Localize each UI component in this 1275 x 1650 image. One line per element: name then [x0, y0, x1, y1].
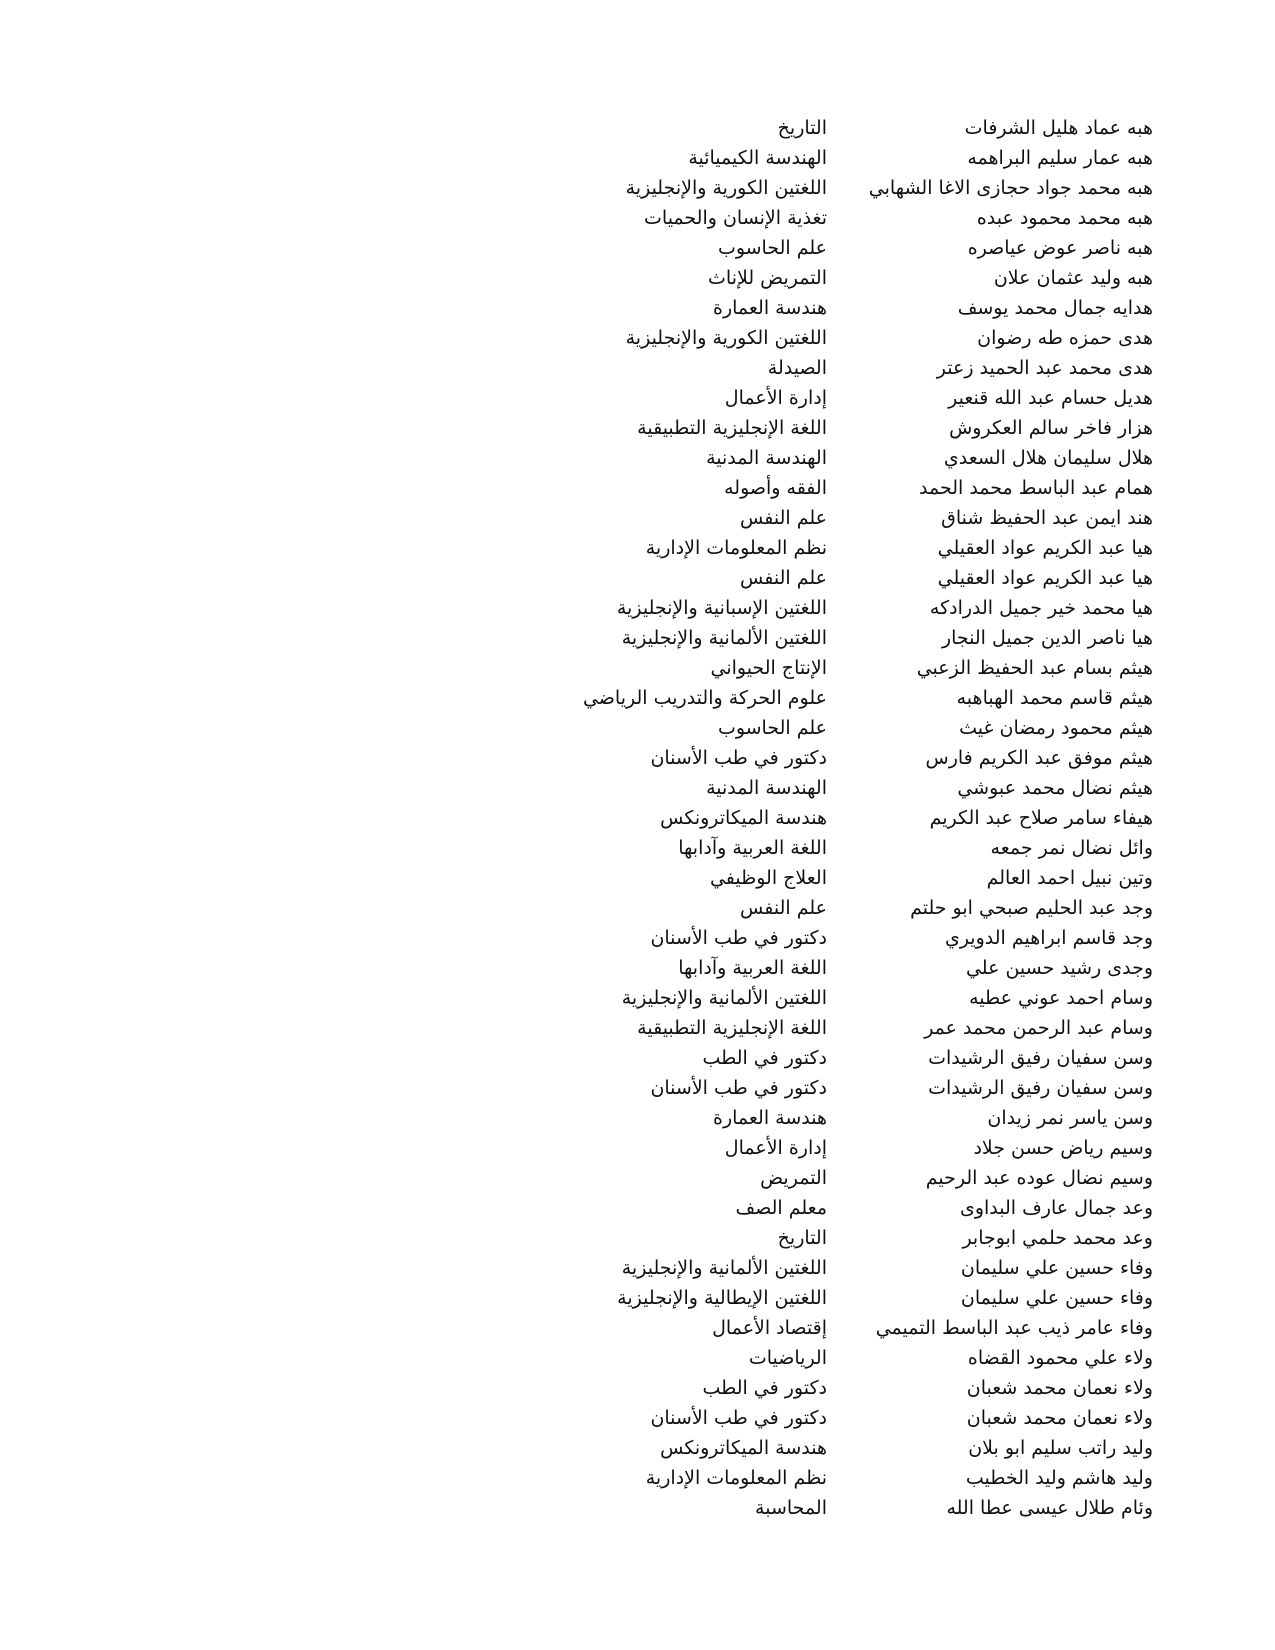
student-major: الفقه وأصوله — [724, 477, 827, 499]
list-item — [0, 833, 1275, 863]
student-name: وجد عبد الحليم صبحي ابو حلتم — [910, 897, 1153, 919]
student-name: وجدى رشيد حسين علي — [965, 957, 1153, 979]
student-name: هيا محمد خير جميل الدرادكه — [929, 597, 1153, 619]
student-major: المحاسبة — [755, 1497, 827, 1519]
student-name: هيا عبد الكريم عواد العقيلي — [937, 537, 1153, 559]
student-major: إدارة الأعمال — [724, 1137, 827, 1159]
student-major: هندسة الميكاترونكس — [660, 807, 827, 829]
student-name: هلال سليمان هلال السعدي — [943, 447, 1153, 469]
student-major: نظم المعلومات الإدارية — [645, 1467, 827, 1489]
list-item — [0, 1313, 1275, 1343]
list-item — [0, 1493, 1275, 1523]
student-major: الهندسة المدنية — [706, 777, 827, 799]
list-item — [0, 953, 1275, 983]
list-item — [0, 263, 1275, 293]
list-item — [0, 653, 1275, 683]
student-major: الصيدلة — [767, 357, 827, 379]
student-major: علم النفس — [740, 567, 827, 589]
list-item — [0, 803, 1275, 833]
student-major: الهندسة المدنية — [706, 447, 827, 469]
list-item — [0, 863, 1275, 893]
student-major: اللغة العربية وآدابها — [678, 957, 827, 979]
student-name: هدايه جمال محمد يوسف — [957, 297, 1153, 319]
list-item — [0, 473, 1275, 503]
student-major: دكتور في الطب — [702, 1047, 827, 1069]
student-major: اللغتين الألمانية والإنجليزية — [621, 987, 827, 1009]
student-name: هزار فاخر سالم العكروش — [949, 417, 1153, 439]
list-item — [0, 1373, 1275, 1403]
list-item — [0, 923, 1275, 953]
list-item — [0, 743, 1275, 773]
list-item — [0, 353, 1275, 383]
list-item — [0, 1103, 1275, 1133]
list-item — [0, 323, 1275, 353]
student-name: وتين نبيل احمد العالم — [986, 867, 1153, 889]
list-item — [0, 563, 1275, 593]
student-major: التاريخ — [777, 1227, 827, 1249]
list-item — [0, 1403, 1275, 1433]
student-name: وئام طلال عيسى عطا الله — [946, 1497, 1153, 1519]
list-item — [0, 1043, 1275, 1073]
student-major: هندسة العمارة — [712, 1107, 827, 1129]
student-major: دكتور في طب الأسنان — [650, 747, 827, 769]
list-item — [0, 983, 1275, 1013]
student-major: الإنتاج الحيواني — [710, 657, 827, 679]
student-name: هيا عبد الكريم عواد العقيلي — [937, 567, 1153, 589]
student-major: علم الحاسوب — [717, 237, 827, 259]
list-item — [0, 1133, 1275, 1163]
student-name: ولاء نعمان محمد شعبان — [966, 1407, 1153, 1429]
student-name: وليد هاشم وليد الخطيب — [965, 1467, 1153, 1489]
student-name: ولاء علي محمود القضاه — [967, 1347, 1153, 1369]
student-major: علم النفس — [740, 507, 827, 529]
student-major: اللغتين الإسبانية والإنجليزية — [616, 597, 827, 619]
list-item — [0, 713, 1275, 743]
list-item — [0, 383, 1275, 413]
student-name: هبه محمد محمود عبده — [976, 207, 1153, 229]
student-major: معلم الصف — [735, 1197, 827, 1219]
student-major: دكتور في طب الأسنان — [650, 1077, 827, 1099]
list-item — [0, 203, 1275, 233]
student-name: وسيم نضال عوده عبد الرحيم — [925, 1167, 1153, 1189]
list-item — [0, 503, 1275, 533]
student-name: وفاء عامر ذيب عبد الباسط التميمي — [875, 1317, 1153, 1339]
list-item — [0, 1283, 1275, 1313]
list-item — [0, 1223, 1275, 1253]
student-name: وفاء حسين علي سليمان — [960, 1257, 1153, 1279]
student-major: اللغتين الكورية والإنجليزية — [625, 177, 827, 199]
student-major: الرياضيات — [748, 1347, 827, 1369]
student-name: هيفاء سامر صلاح عبد الكريم — [929, 807, 1153, 829]
student-major: اللغتين الألمانية والإنجليزية — [621, 1257, 827, 1279]
student-major: نظم المعلومات الإدارية — [645, 537, 827, 559]
student-major: دكتور في طب الأسنان — [650, 927, 827, 949]
student-major: التاريخ — [777, 117, 827, 139]
list-item — [0, 1073, 1275, 1103]
list-item — [0, 773, 1275, 803]
student-major: اللغتين الكورية والإنجليزية — [625, 327, 827, 349]
list-item — [0, 113, 1275, 143]
student-name: وسن سفيان رفيق الرشيدات — [928, 1047, 1153, 1069]
student-major: علم الحاسوب — [717, 717, 827, 739]
student-name: ولاء نعمان محمد شعبان — [966, 1377, 1153, 1399]
list-item — [0, 293, 1275, 323]
student-name: هديل حسام عبد الله قنعير — [948, 387, 1153, 409]
list-item — [0, 533, 1275, 563]
student-name: هيا ناصر الدين جميل النجار — [941, 627, 1153, 649]
student-major: العلاج الوظيفي — [709, 867, 827, 889]
student-major: اللغة الإنجليزية التطبيقية — [637, 1017, 827, 1039]
student-major: التمريض — [760, 1167, 827, 1189]
student-name: وعد جمال عارف البداوى — [959, 1197, 1153, 1219]
list-item — [0, 1163, 1275, 1193]
student-name: وسن ياسر نمر زيدان — [987, 1107, 1153, 1129]
student-name: هيثم بسام عبد الحفيظ الزعبي — [916, 657, 1153, 679]
student-name: وسن سفيان رفيق الرشيدات — [928, 1077, 1153, 1099]
student-name: هبه عمار سليم البراهمه — [967, 147, 1153, 169]
student-name: هبه ناصر عوض عياصره — [967, 237, 1153, 259]
student-major: اللغة الإنجليزية التطبيقية — [637, 417, 827, 439]
student-major: علوم الحركة والتدريب الرياضي — [582, 687, 827, 709]
student-name: وفاء حسين علي سليمان — [960, 1287, 1153, 1309]
student-name: همام عبد الباسط محمد الحمد — [919, 477, 1153, 499]
list-item — [0, 173, 1275, 203]
student-major: الهندسة الكيميائية — [688, 147, 827, 169]
student-name: هيثم نضال محمد عبوشي — [957, 777, 1153, 799]
list-item — [0, 593, 1275, 623]
student-major: هندسة العمارة — [712, 297, 827, 319]
student-name: هيثم قاسم محمد الهباهبه — [956, 687, 1153, 709]
student-list — [0, 113, 1275, 1523]
list-item — [0, 893, 1275, 923]
student-name: وعد محمد حلمي ابوجابر — [962, 1227, 1153, 1249]
list-item — [0, 233, 1275, 263]
student-name: وليد راتب سليم ابو بلان — [968, 1437, 1153, 1459]
list-item — [0, 443, 1275, 473]
student-name: وسام احمد عوني عطيه — [969, 987, 1153, 1009]
student-major: التمريض للإناث — [708, 267, 827, 289]
list-item — [0, 1343, 1275, 1373]
list-item — [0, 683, 1275, 713]
list-item — [0, 143, 1275, 173]
student-name: هدى حمزه طه رضوان — [977, 327, 1153, 349]
student-name: وسيم رياض حسن جلاد — [973, 1137, 1153, 1159]
student-name: هبه محمد جواد حجازى الاغا الشهابي — [868, 177, 1153, 199]
list-item — [0, 1253, 1275, 1283]
student-major: علم النفس — [740, 897, 827, 919]
student-name: هبه وليد عثمان علان — [993, 267, 1153, 289]
list-item — [0, 413, 1275, 443]
student-name: هند ايمن عبد الحفيظ شناق — [941, 507, 1153, 529]
student-name: وسام عبد الرحمن محمد عمر — [924, 1017, 1153, 1039]
list-item — [0, 1013, 1275, 1043]
student-name: وجد قاسم ابراهيم الدويري — [944, 927, 1153, 949]
student-major: اللغتين الألمانية والإنجليزية — [621, 627, 827, 649]
student-major: اللغة العربية وآدابها — [678, 837, 827, 859]
student-major: دكتور في الطب — [702, 1377, 827, 1399]
list-item — [0, 1193, 1275, 1223]
student-name: هدى محمد عبد الحميد زعتر — [936, 357, 1153, 379]
student-name: هيثم موفق عبد الكريم فارس — [925, 747, 1153, 769]
student-major: إدارة الأعمال — [724, 387, 827, 409]
list-item — [0, 1433, 1275, 1463]
student-major: تغذية الإنسان والحميات — [644, 207, 827, 229]
student-major: دكتور في طب الأسنان — [650, 1407, 827, 1429]
student-name: وائل نضال نمر جمعه — [990, 837, 1153, 859]
list-item — [0, 623, 1275, 653]
student-major: إقتصاد الأعمال — [712, 1317, 827, 1339]
student-name: هبه عماد هليل الشرفات — [964, 117, 1153, 139]
list-item — [0, 1463, 1275, 1493]
student-major: هندسة الميكاترونكس — [660, 1437, 827, 1459]
student-major: اللغتين الإيطالية والإنجليزية — [617, 1287, 827, 1309]
student-name: هيثم محمود رمضان غيث — [959, 717, 1153, 739]
